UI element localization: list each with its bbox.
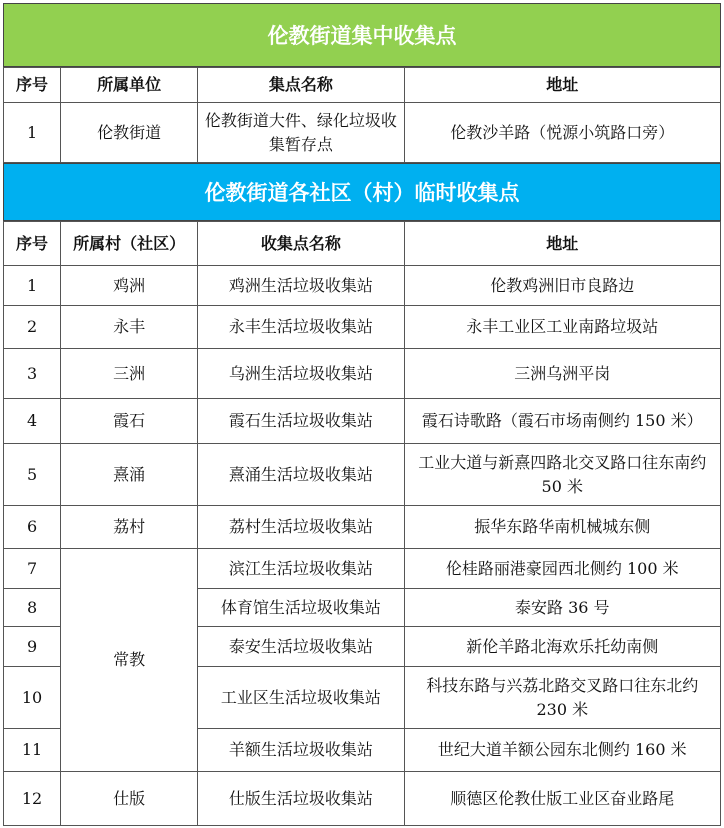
cell-index: 4 [4, 399, 61, 444]
cell-point-name: 鸡洲生活垃圾收集站 [198, 266, 404, 306]
header-point-name: 收集点名称 [198, 222, 404, 266]
table-row [4, 549, 721, 589]
cell-index: 8 [4, 589, 61, 627]
cell-index: 5 [4, 444, 61, 506]
cell-point-name: 熹涌生活垃圾收集站 [198, 444, 404, 506]
header-address: 地址 [404, 68, 720, 103]
cell-address: 新伦羊路北海欢乐托幼南侧 [404, 627, 720, 667]
cell-index: 11 [4, 729, 61, 772]
cell-index: 9 [4, 627, 61, 667]
cell-point-name: 仕版生活垃圾收集站 [198, 772, 404, 826]
section1-header-row [4, 68, 721, 103]
header-village: 所属村（社区） [61, 222, 198, 266]
cell-point-name: 滨江生活垃圾收集站 [198, 549, 404, 589]
cell-point-name: 羊额生活垃圾收集站 [198, 729, 404, 772]
cell-address: 工业大道与新熹四路北交叉路口往东南约 50 米 [404, 444, 720, 506]
cell-index: 1 [4, 266, 61, 306]
cell-point-name: 永丰生活垃圾收集站 [198, 306, 404, 349]
cell-point-name: 泰安生活垃圾收集站 [198, 627, 404, 667]
cell-point-name: 霞石生活垃圾收集站 [198, 399, 404, 444]
cell-unit: 伦教街道 [61, 103, 198, 163]
section2-title-banner [3, 163, 721, 221]
cell-village: 鸡洲 [61, 266, 198, 306]
cell-index: 3 [4, 349, 61, 399]
cell-index: 12 [4, 772, 61, 826]
cell-address: 永丰工业区工业南路垃圾站 [404, 306, 720, 349]
cell-village: 三洲 [61, 349, 198, 399]
cell-point-name: 荔村生活垃圾收集站 [198, 506, 404, 549]
cell-village: 荔村 [61, 506, 198, 549]
document-sheet [3, 3, 721, 826]
cell-index: 1 [4, 103, 61, 163]
cell-address: 伦教鸡洲旧市良路边 [404, 266, 720, 306]
cell-point-name: 乌洲生活垃圾收集站 [198, 349, 404, 399]
table-row [4, 444, 721, 506]
section1-table [3, 67, 721, 163]
table-row [4, 772, 721, 826]
cell-address: 三洲乌洲平岗 [404, 349, 720, 399]
cell-index: 2 [4, 306, 61, 349]
section2-header-row [4, 222, 721, 266]
table-row [4, 103, 721, 163]
table-row [4, 399, 721, 444]
cell-address: 伦教沙羊路（悦源小筑路口旁） [404, 103, 720, 163]
table-row [4, 506, 721, 549]
cell-address: 顺德区伦教仕版工业区奋业路尾 [404, 772, 720, 826]
section2-title: 伦教街道各社区（村）临时收集点 [204, 181, 520, 205]
section2-table [3, 221, 721, 826]
header-unit: 所属单位 [61, 68, 198, 103]
section1-title-banner [3, 3, 721, 67]
cell-village: 永丰 [61, 306, 198, 349]
cell-index: 6 [4, 506, 61, 549]
header-address: 地址 [404, 222, 720, 266]
cell-point-name: 工业区生活垃圾收集站 [198, 667, 404, 729]
cell-index: 10 [4, 667, 61, 729]
section1-title: 伦教街道集中收集点 [267, 24, 457, 48]
table-row [4, 349, 721, 399]
cell-address: 科技东路与兴荔北路交叉路口往东北约 230 米 [404, 667, 720, 729]
cell-address: 世纪大道羊额公园东北侧约 160 米 [404, 729, 720, 772]
cell-address: 泰安路 36 号 [404, 589, 720, 627]
table-row [4, 306, 721, 349]
cell-address: 霞石诗歌路（霞石市场南侧约 150 米） [404, 399, 720, 444]
cell-address: 振华东路华南机械城东侧 [404, 506, 720, 549]
header-index: 序号 [4, 68, 61, 103]
cell-village: 仕版 [61, 772, 198, 826]
cell-address: 伦桂路丽港豪园西北侧约 100 米 [404, 549, 720, 589]
header-point-name: 集点名称 [198, 68, 404, 103]
cell-point-name: 伦教街道大件、绿化垃圾收集暂存点 [198, 103, 404, 163]
header-index: 序号 [4, 222, 61, 266]
table-row [4, 266, 721, 306]
cell-index: 7 [4, 549, 61, 589]
cell-point-name: 体育馆生活垃圾收集站 [198, 589, 404, 627]
cell-village: 霞石 [61, 399, 198, 444]
cell-village: 熹涌 [61, 444, 198, 506]
cell-village: 常教 [61, 549, 198, 772]
